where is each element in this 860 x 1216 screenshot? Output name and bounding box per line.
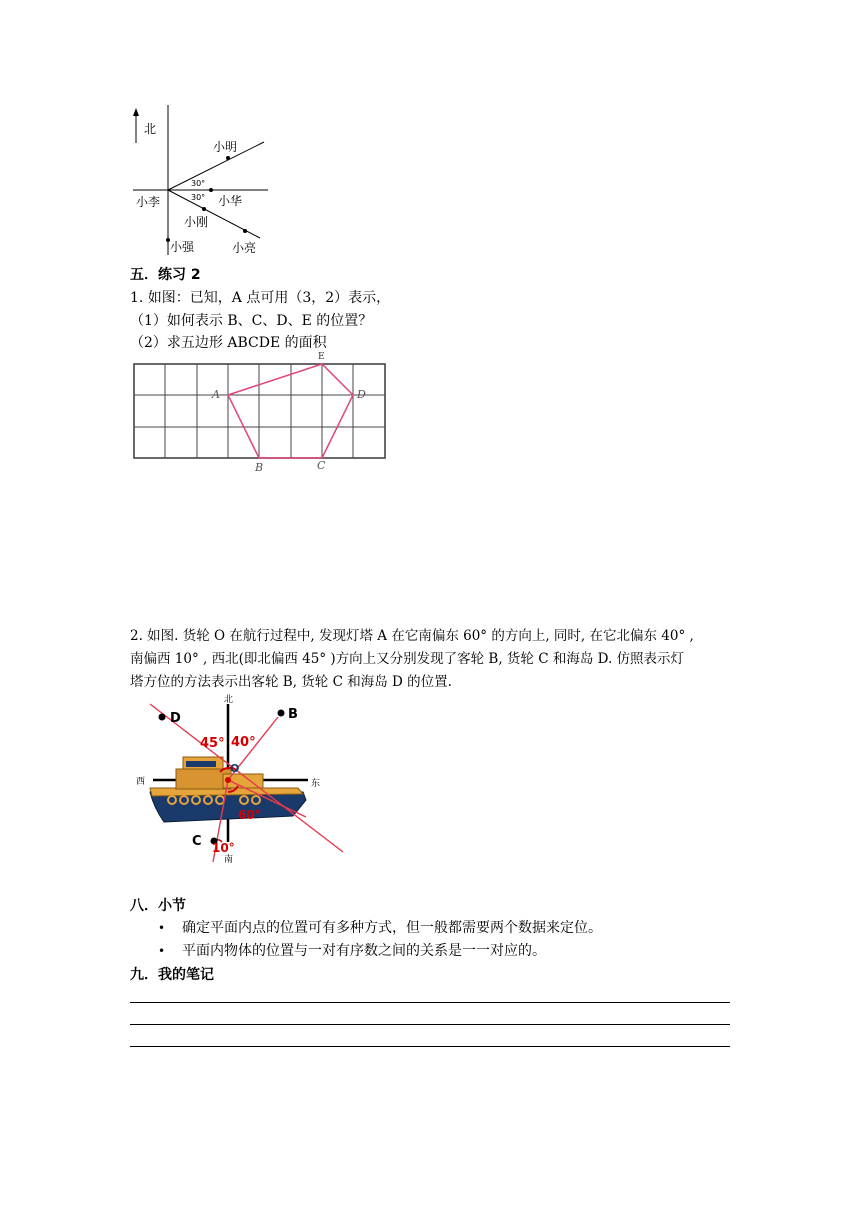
grid-label-d: D	[357, 388, 366, 401]
pentagon-grid-figure	[128, 350, 390, 475]
summary-bullet-1: 确定平面内点的位置可有多种方式，但一般都需要两个数据来定位。	[182, 920, 602, 936]
grid-label-b: B	[255, 461, 264, 474]
grid-label-e: E	[318, 352, 325, 362]
bullet-marker: •	[158, 921, 166, 935]
angle-label-lower: 30°	[191, 193, 206, 202]
angle-label-upper: 30°	[191, 179, 206, 188]
note-line-3	[130, 1046, 730, 1047]
note-line-2	[130, 1024, 730, 1025]
north-label: 北	[144, 122, 157, 136]
note-line-1	[130, 1002, 730, 1003]
north-label: 北	[224, 695, 234, 705]
name-xiaoming: 小明	[213, 140, 238, 154]
bullet-marker: •	[158, 944, 166, 958]
angle-40: 40°	[231, 735, 256, 750]
ship-bearing-figure	[128, 692, 353, 867]
angle-10: 10°	[212, 841, 235, 855]
section-9-heading: 九．我的笔记	[130, 967, 214, 983]
section-8-heading: 八．小节	[130, 898, 186, 914]
angle-45: 45°	[200, 736, 225, 751]
south-label: 南	[224, 855, 234, 865]
summary-bullet-2: 平面内物体的位置与一对有序数之间的关系是一一对应的。	[182, 943, 546, 959]
name-xiaoqiang: 小强	[170, 240, 195, 254]
name-xiaogang: 小刚	[184, 215, 209, 229]
point-label-c: C	[192, 834, 202, 849]
q2-line1: 2. 如图. 货轮 O 在航行过程中, 发现灯塔 A 在它南偏东 60° 的方向上, 同时, 在它北偏东 40° ,	[130, 628, 694, 644]
west-label: 西	[136, 777, 146, 787]
name-xiaoli: 小李	[136, 195, 161, 209]
q2-line3: 塔方位的方法表示出客轮 B, 货轮 C 和海岛 D 的位置.	[130, 674, 452, 690]
point-label-b: B	[288, 707, 298, 722]
q1-line1: 1. 如图：已知，A 点可用（3，2）表示，	[130, 290, 391, 306]
grid-label-c: C	[317, 459, 326, 472]
section-5-heading: 五．练习 2	[130, 267, 201, 283]
angle-60: 60°	[238, 808, 261, 822]
name-xiaoliang: 小亮	[232, 241, 257, 255]
q2-line2: 南偏西 10° , 西北(即北偏西 45° )方向上又分别发现了客轮 B, 货轮 C 和海岛 D. 仿照表示灯	[130, 651, 685, 667]
q1-line3: （2）求五边形 ABCDE 的面积	[130, 335, 327, 351]
direction-diagram	[128, 105, 273, 260]
point-label-d: D	[170, 711, 181, 726]
name-xiaohua: 小华	[218, 194, 243, 208]
grid-label-a: A	[212, 388, 220, 401]
north-arrow-icon	[133, 108, 139, 116]
q1-line2: （1）如何表示 B、C、D、E 的位置？	[130, 313, 373, 329]
point-label-o: O	[230, 762, 240, 775]
east-label: 东	[311, 779, 321, 789]
